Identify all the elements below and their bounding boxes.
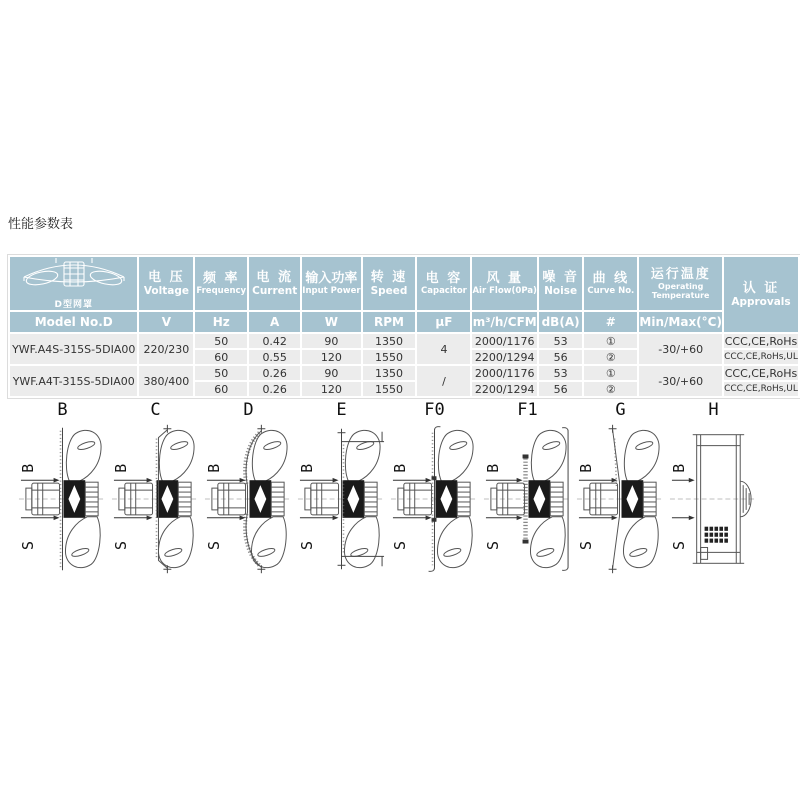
diagram-label: F1 — [517, 400, 538, 420]
col-header-frequency: 频 率 Frequency — [195, 257, 247, 310]
cell-curve: ① — [584, 366, 637, 380]
mounting-diagram-e — [295, 399, 388, 575]
fan-guard-icon — [18, 257, 130, 293]
mounting-diagram-h — [667, 399, 760, 575]
cell-model: YWF.A4T-315S-5DIA00 — [10, 366, 137, 396]
unit-curve: # — [584, 312, 637, 332]
svg-text:B: B — [670, 463, 688, 473]
col-header-capacitor: 电 容 Capacitor — [417, 257, 470, 310]
cell-curve: ② — [584, 382, 637, 396]
svg-text:B: B — [205, 463, 223, 473]
cell-noise: 56 — [539, 382, 582, 396]
cell-airflow: 2000/1176 — [472, 366, 536, 380]
cell-minmax: -30/+60 — [639, 366, 722, 396]
col-header-operating-temp: 运行温度 Operating Temperature — [639, 257, 722, 310]
unit-voltage: V — [139, 312, 193, 332]
cell-current: 0.55 — [249, 350, 300, 364]
cell-airflow: 2200/1294 — [472, 350, 536, 364]
cell-current: 0.26 — [249, 366, 300, 380]
cell-power: 120 — [302, 382, 360, 396]
performance-parameter-table — [8, 255, 800, 398]
cell-speed: 1350 — [363, 366, 416, 380]
unit-frequency: Hz — [195, 312, 247, 332]
corner-cell — [10, 257, 137, 310]
diagram-label: F0 — [424, 400, 445, 420]
mounting-diagrams — [16, 399, 760, 575]
svg-text:S: S — [298, 541, 316, 550]
cell-frequency: 60 — [195, 350, 247, 364]
cell-model: YWF.A4S-315S-5DIA00 — [10, 334, 137, 364]
model-header: Model No.D — [10, 312, 137, 332]
cell-curve: ② — [584, 350, 637, 364]
mounting-diagram-d — [202, 399, 295, 575]
svg-text:B: B — [298, 463, 316, 473]
table-row — [10, 334, 798, 348]
cell-voltage: 380/400 — [139, 366, 193, 396]
cell-speed: 1550 — [363, 382, 416, 396]
cell-frequency: 60 — [195, 382, 247, 396]
mounting-diagram-f0 — [388, 399, 481, 575]
svg-text:S: S — [670, 541, 688, 550]
svg-text:S: S — [484, 541, 502, 550]
cell-noise: 56 — [539, 350, 582, 364]
cell-capacitor: 4 — [417, 334, 470, 364]
col-header-approvals: 认 证 Approvals — [724, 257, 798, 332]
diagram-label: D — [243, 400, 254, 420]
page-title: 性能参数表 — [8, 217, 74, 232]
svg-text:B: B — [577, 463, 595, 473]
cell-power: 120 — [302, 350, 360, 364]
cell-noise: 53 — [539, 366, 582, 380]
cell-frequency: 50 — [195, 334, 247, 348]
svg-text:B: B — [19, 463, 37, 473]
unit-current: A — [249, 312, 300, 332]
cell-approvals: CCC,CE,RoHs — [724, 334, 798, 348]
fan-drawing-f0 — [388, 423, 481, 575]
cell-voltage: 220/230 — [139, 334, 193, 364]
cell-power: 90 — [302, 366, 360, 380]
fan-drawing-g — [574, 423, 667, 575]
cell-current: 0.26 — [249, 382, 300, 396]
unit-minmax: Min/Max(°C) — [639, 312, 722, 332]
table-row — [10, 366, 798, 380]
svg-text:S: S — [391, 541, 409, 550]
col-header-voltage: 电 压 Voltage — [139, 257, 193, 310]
unit-airflow: m³/h/CFM — [472, 312, 536, 332]
svg-text:S: S — [19, 541, 37, 550]
mounting-diagram-c — [109, 399, 202, 575]
unit-noise: dB(A) — [539, 312, 582, 332]
diagram-label: E — [336, 400, 347, 420]
diagram-label: B — [57, 400, 68, 420]
cell-noise: 53 — [539, 334, 582, 348]
svg-text:S: S — [205, 541, 223, 550]
mounting-diagram-g — [574, 399, 667, 575]
cell-approvals: CCC,CE,RoHs,UL — [724, 384, 798, 394]
svg-text:B: B — [391, 463, 409, 473]
mounting-diagram-f1 — [481, 399, 574, 575]
col-header-noise: 噪 音 Noise — [539, 257, 582, 310]
svg-text:S: S — [577, 541, 595, 550]
col-header-airflow: 风 量 Air Flow(0Pa) — [472, 257, 536, 310]
fan-drawing-e — [295, 423, 388, 575]
fan-drawing-h — [667, 423, 760, 575]
svg-text:B: B — [484, 463, 502, 473]
mounting-diagram-b — [16, 399, 109, 575]
unit-speed: RPM — [363, 312, 416, 332]
diagram-label: H — [708, 400, 719, 420]
cell-approvals: CCC,CE,RoHs — [724, 366, 798, 380]
cell-capacitor: / — [417, 366, 470, 396]
unit-capacitor: μF — [417, 312, 470, 332]
fan-drawing-c — [109, 423, 202, 575]
cell-speed: 1350 — [363, 334, 416, 348]
diagram-label: G — [615, 400, 626, 420]
unit-power: W — [302, 312, 360, 332]
cell-frequency: 50 — [195, 366, 247, 380]
col-header-input-power: 输入功率 Input Power — [302, 257, 360, 310]
cell-minmax: -30/+60 — [639, 334, 722, 364]
cell-airflow: 2000/1176 — [472, 334, 536, 348]
cell-power: 90 — [302, 334, 360, 348]
fan-drawing-b — [16, 423, 109, 575]
col-header-current: 电 流 Current — [249, 257, 300, 310]
cell-airflow: 2200/1294 — [472, 382, 536, 396]
corner-caption: D型网罩 — [54, 300, 93, 310]
diagram-label: C — [150, 400, 161, 420]
svg-text:B: B — [112, 463, 130, 473]
col-header-speed: 转 速 Speed — [363, 257, 416, 310]
cell-speed: 1550 — [363, 350, 416, 364]
cell-current: 0.42 — [249, 334, 300, 348]
svg-text:S: S — [112, 541, 130, 550]
fan-drawing-f1 — [481, 423, 574, 575]
cell-approvals: CCC,CE,RoHs,UL — [724, 352, 798, 362]
col-header-curve: 曲 线 Curve No. — [584, 257, 637, 310]
fan-drawing-d — [202, 423, 295, 575]
cell-curve: ① — [584, 334, 637, 348]
